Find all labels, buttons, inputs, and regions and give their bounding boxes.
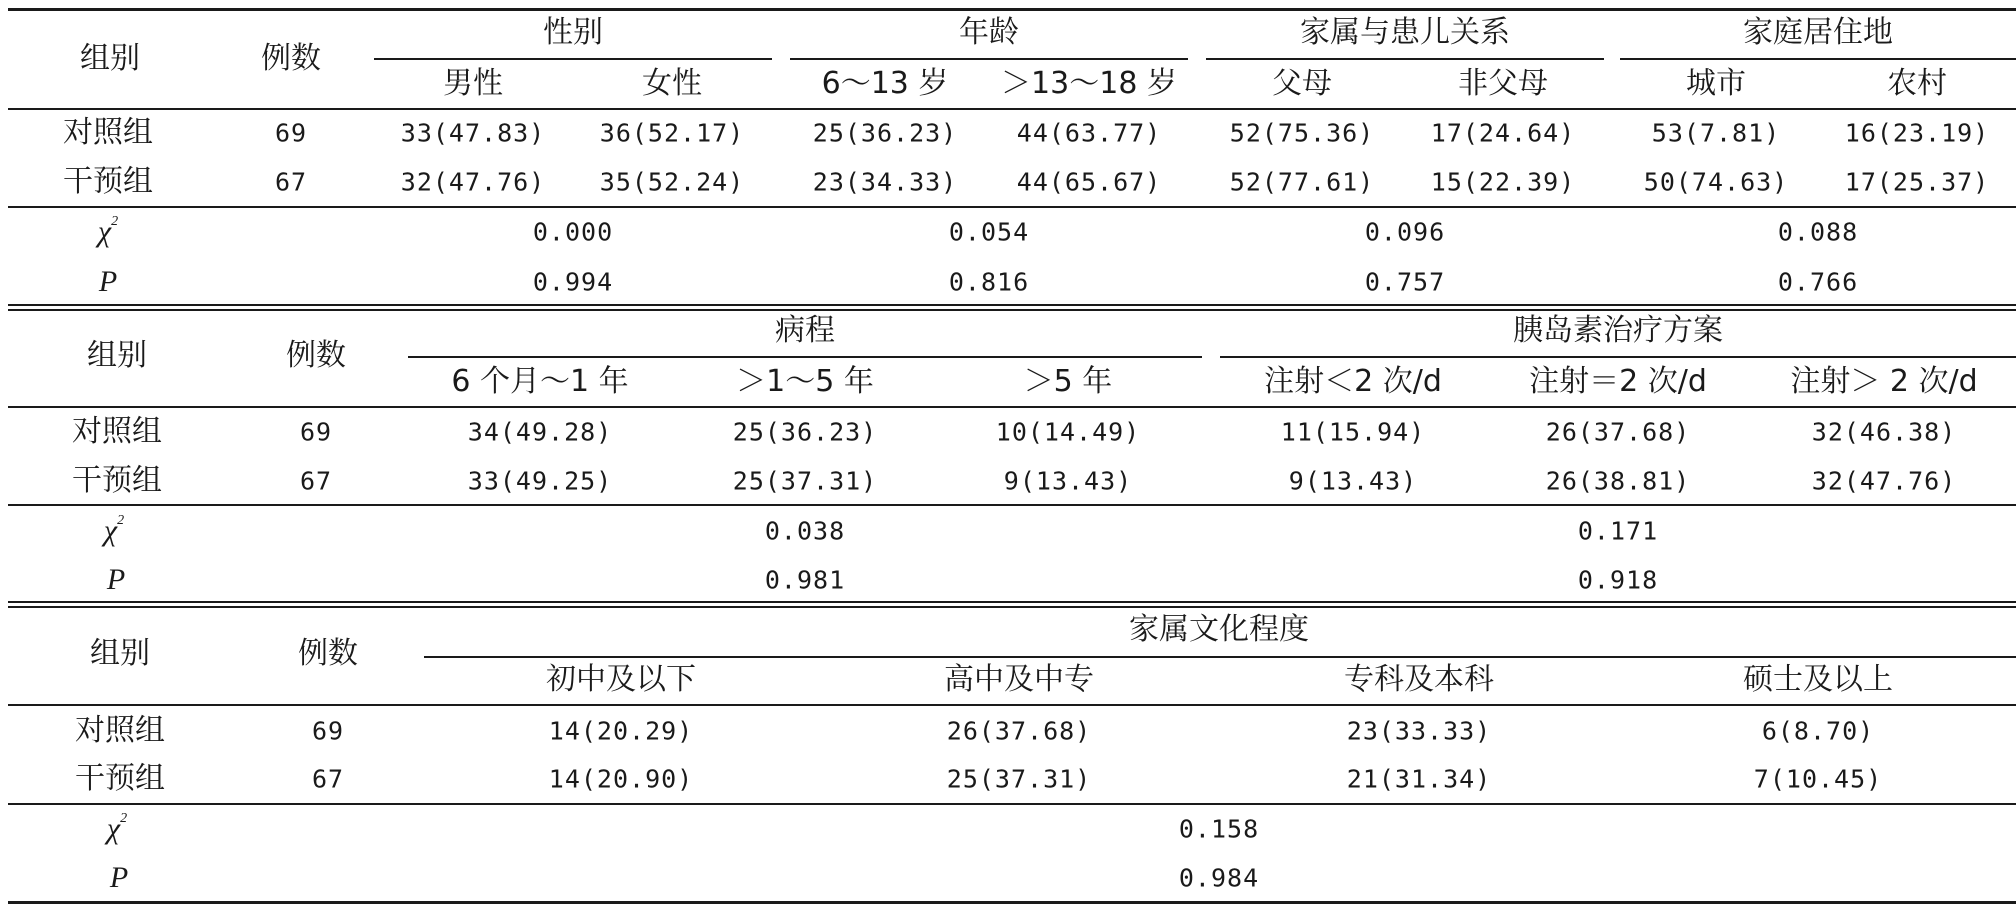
t1-header-age1: 6～13 岁 — [821, 66, 949, 101]
t1-chi-label: $\chi^2$ — [97, 214, 119, 248]
t2-row2-insulin3: 32(47.76) — [1811, 466, 1957, 496]
t2-header-course: 病程 — [775, 313, 835, 348]
t2-row2-count: 67 — [299, 466, 333, 496]
t2-row2-course1: 33(49.25) — [467, 466, 613, 496]
t1-chi-sex: 0.000 — [532, 217, 614, 247]
t1-header-count: 例数 — [261, 41, 321, 76]
t3-row2-group: 干预组 — [75, 761, 165, 796]
t1-header-nonparent: 非父母 — [1458, 66, 1548, 101]
course-underline — [408, 356, 1202, 358]
t1-row1-female: 36(52.17) — [599, 118, 745, 148]
t3-header-edu3: 专科及本科 — [1344, 662, 1494, 697]
t2-row2-course3: 9(13.43) — [1003, 466, 1133, 496]
t2-row1-count: 69 — [299, 417, 333, 447]
t3-header-education: 家属文化程度 — [1129, 612, 1309, 647]
t1-chi-age: 0.054 — [948, 217, 1030, 247]
t2-chi-insulin: 0.171 — [1577, 516, 1659, 546]
education-underline — [424, 656, 2016, 658]
t1-header-sex: 性别 — [543, 15, 603, 50]
t1-row2-city: 50(74.63) — [1643, 167, 1789, 197]
table2-bottom-rule-a — [8, 601, 2016, 603]
t3-row1-edu3: 23(33.33) — [1346, 716, 1492, 746]
t2-header-course2: ＞1～5 年 — [736, 364, 874, 399]
table1-bottom-rule-a — [8, 304, 2016, 306]
t1-p-relation: 0.757 — [1364, 267, 1446, 297]
table1-bottom-rule-b — [8, 309, 2016, 311]
t1-row2-rural: 17(25.37) — [1844, 167, 1990, 197]
t1-row1-age1: 25(36.23) — [812, 118, 958, 148]
t2-header-course1: 6 个月～1 年 — [451, 364, 629, 399]
t2-p-label: P — [106, 563, 126, 596]
relation-underline — [1206, 58, 1604, 60]
t3-row1-edu4: 6(8.70) — [1761, 716, 1875, 746]
t2-row1-insulin2: 26(37.68) — [1545, 417, 1691, 447]
t1-row1-count: 69 — [274, 118, 308, 148]
t3-header-count: 例数 — [298, 636, 358, 671]
t1-row2-age2: 44(65.67) — [1016, 167, 1162, 197]
t2-header-insulin3: 注射＞ 2 次/d — [1790, 364, 1978, 399]
t1-header-group: 组别 — [80, 41, 140, 76]
age-underline — [790, 58, 1188, 60]
t2-chi-course: 0.038 — [764, 516, 846, 546]
t3-row2-edu4: 7(10.45) — [1753, 764, 1883, 794]
t2-row1-course1: 34(49.28) — [467, 417, 613, 447]
table1-data-rule — [8, 206, 2016, 208]
t3-header-edu4: 硕士及以上 — [1743, 662, 1893, 697]
table3-data-rule — [8, 803, 2016, 805]
t1-row2-group: 干预组 — [63, 164, 153, 199]
t3-row2-edu1: 14(20.90) — [548, 764, 694, 794]
t3-header-edu1: 初中及以下 — [546, 662, 696, 697]
t2-header-group: 组别 — [87, 338, 147, 373]
t1-header-residence: 家庭居住地 — [1743, 15, 1893, 50]
t3-row1-count: 69 — [311, 716, 345, 746]
table2-header-rule — [8, 406, 2016, 408]
t2-row1-group: 对照组 — [72, 414, 162, 449]
t3-p-value: 0.984 — [1178, 863, 1260, 893]
table3-header-rule — [8, 704, 2016, 706]
t1-row2-female: 35(52.24) — [599, 167, 745, 197]
insulin-underline — [1220, 356, 2016, 358]
t2-row1-insulin1: 11(15.94) — [1280, 417, 1426, 447]
t1-header-male: 男性 — [443, 66, 503, 101]
t1-row1-nonparent: 17(24.64) — [1430, 118, 1576, 148]
table2-data-rule — [8, 504, 2016, 506]
t2-row2-group: 干预组 — [72, 463, 162, 498]
t2-row1-course3: 10(14.49) — [995, 417, 1141, 447]
residence-underline — [1620, 58, 2016, 60]
t1-row2-age1: 23(34.33) — [812, 167, 958, 197]
t1-row1-group: 对照组 — [63, 115, 153, 150]
t2-row2-insulin2: 26(38.81) — [1545, 466, 1691, 496]
table1-top-rule — [8, 8, 2016, 11]
t1-chi-relation: 0.096 — [1364, 217, 1446, 247]
t1-p-residence: 0.766 — [1777, 267, 1859, 297]
t1-p-sex: 0.994 — [532, 267, 614, 297]
t2-chi-label: $\chi^2$ — [103, 513, 125, 547]
t1-row1-rural: 16(23.19) — [1844, 118, 1990, 148]
t3-p-label: P — [109, 861, 129, 894]
t1-row2-male: 32(47.76) — [400, 167, 546, 197]
t1-row1-city: 53(7.81) — [1651, 118, 1781, 148]
t2-header-insulin1: 注射＜2 次/d — [1264, 364, 1442, 399]
t1-row2-count: 67 — [274, 167, 308, 197]
t1-chi-residence: 0.088 — [1777, 217, 1859, 247]
t1-row2-nonparent: 15(22.39) — [1430, 167, 1576, 197]
t3-chi-value: 0.158 — [1178, 814, 1260, 844]
t1-p-label: P — [98, 265, 118, 298]
t2-header-course3: ＞5 年 — [1023, 364, 1113, 399]
table3-bottom-rule — [8, 901, 2016, 904]
t3-row1-edu2: 26(37.68) — [946, 716, 1092, 746]
t1-header-female: 女性 — [642, 66, 702, 101]
t3-row2-edu2: 25(37.31) — [946, 764, 1092, 794]
t2-row1-insulin3: 32(46.38) — [1811, 417, 1957, 447]
t2-row2-insulin1: 9(13.43) — [1288, 466, 1418, 496]
t1-row1-parent: 52(75.36) — [1229, 118, 1375, 148]
t2-header-count: 例数 — [286, 338, 346, 373]
t3-row1-group: 对照组 — [75, 713, 165, 748]
t3-row1-edu1: 14(20.29) — [548, 716, 694, 746]
t1-header-parent: 父母 — [1272, 66, 1332, 101]
t1-header-rural: 农村 — [1887, 66, 1947, 101]
t1-row2-parent: 52(77.61) — [1229, 167, 1375, 197]
t3-row2-edu3: 21(31.34) — [1346, 764, 1492, 794]
t3-row2-count: 67 — [311, 764, 345, 794]
t1-row1-male: 33(47.83) — [400, 118, 546, 148]
t2-p-course: 0.981 — [764, 565, 846, 595]
t1-header-age: 年龄 — [959, 15, 1019, 50]
t2-p-insulin: 0.918 — [1577, 565, 1659, 595]
t1-header-relation: 家属与患儿关系 — [1300, 15, 1510, 50]
table2-bottom-rule-b — [8, 606, 2016, 608]
t3-header-group: 组别 — [90, 636, 150, 671]
t2-header-insulin2: 注射＝2 次/d — [1529, 364, 1707, 399]
t2-header-insulin: 胰岛素治疗方案 — [1513, 313, 1723, 348]
t1-header-city: 城市 — [1686, 66, 1746, 101]
t1-row1-age2: 44(63.77) — [1016, 118, 1162, 148]
sex-underline — [374, 58, 772, 60]
t2-row1-course2: 25(36.23) — [732, 417, 878, 447]
t1-header-age2: ＞13～18 岁 — [1001, 66, 1177, 101]
table1-header-rule — [8, 108, 2016, 110]
t1-p-age: 0.816 — [948, 267, 1030, 297]
t3-header-edu2: 高中及中专 — [944, 662, 1094, 697]
t3-chi-label: $\chi^2$ — [106, 811, 128, 845]
t2-row2-course2: 25(37.31) — [732, 466, 878, 496]
